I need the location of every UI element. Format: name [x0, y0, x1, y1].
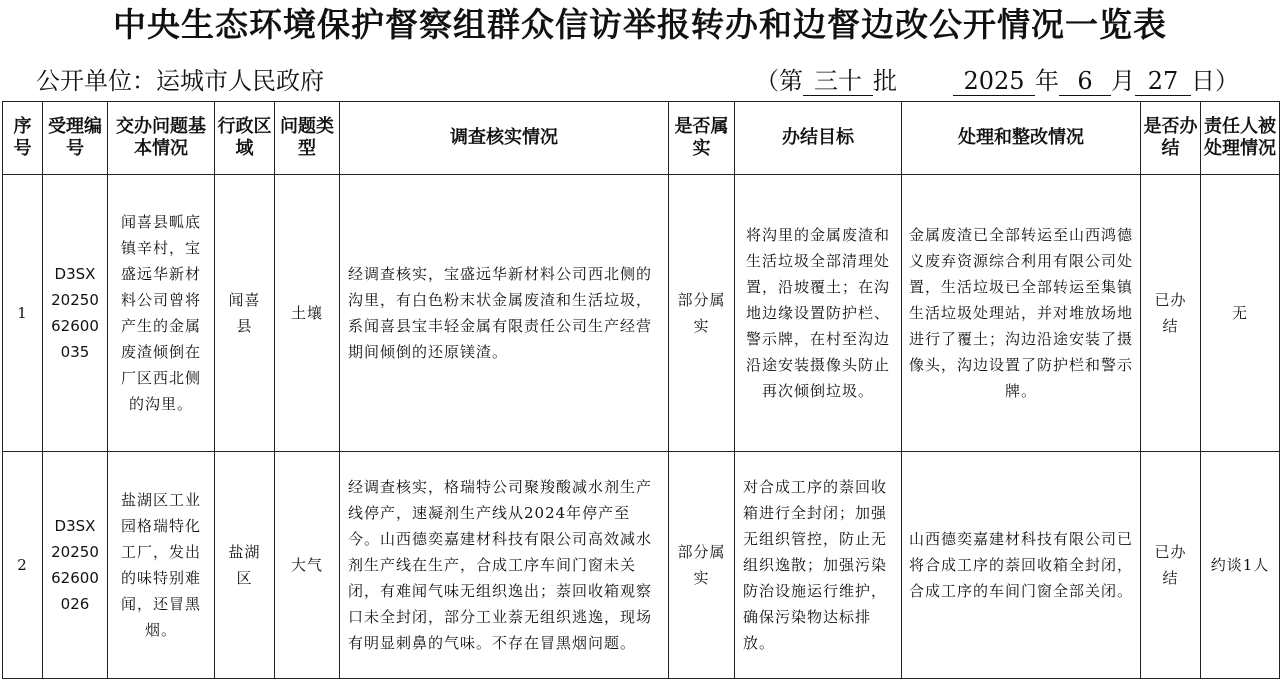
- cell-type: 大气: [275, 452, 340, 679]
- batch-open: （第: [755, 67, 803, 95]
- cell-issue: 盐湖区工业园格瑞特化工厂，发出的味特别难闻，还冒黑烟。: [108, 452, 215, 679]
- cell-responsible: 约谈1人: [1201, 452, 1280, 679]
- cell-verified: 部分属实: [669, 175, 735, 452]
- cell-completed: 已办结: [1141, 452, 1201, 679]
- cell-completed: 已办结: [1141, 175, 1201, 452]
- month-label: 月: [1111, 67, 1135, 95]
- header-completed: 是否办结: [1141, 102, 1201, 175]
- batch-suffix: 批: [873, 67, 897, 95]
- header-verified: 是否属实: [669, 102, 735, 175]
- cell-handling: 山西德奕嘉建材科技有限公司已将合成工序的萘回收箱全封闭，合成工序的车间门窗全部关闭。: [902, 452, 1141, 679]
- cell-type: 土壤: [275, 175, 340, 452]
- batch-date-line: [755, 64, 1239, 98]
- cell-seq: 1: [3, 175, 43, 452]
- day-value: 27: [1135, 67, 1191, 96]
- header-code: 受理编号: [43, 102, 108, 175]
- header-seq: 序号: [3, 102, 43, 175]
- cell-goal: 将沟里的金属废渣和生活垃圾全部清理处置，沿坡覆土；在沟地边缘设置防护栏、警示牌，在村至沟边沿途安装摄像头防止再次倾倒垃圾。: [735, 175, 902, 452]
- table-row: [3, 175, 1280, 452]
- year-label: 年: [1035, 67, 1059, 95]
- cell-verified: 部分属实: [669, 452, 735, 679]
- publishing-unit: 公开单位：运城市人民政府: [36, 67, 324, 95]
- header-region: 行政区域: [215, 102, 275, 175]
- cell-goal: 对合成工序的萘回收箱进行全封闭；加强无组织管控，防止无组织逸散；加强污染防治设施运行维护，确保污染物达标排放。: [735, 452, 902, 679]
- header-type: 问题类型: [275, 102, 340, 175]
- cell-code: D3SX2025062600026: [43, 452, 108, 679]
- cell-responsible: 无: [1201, 175, 1280, 452]
- day-label: 日）: [1191, 67, 1239, 95]
- page-title: 中央生态环境保护督察组群众信访举报转办和边督边改公开情况一览表: [113, 5, 1167, 44]
- cell-investigation: 经调查核实，宝盛远华新材料公司西北侧的沟里，有白色粉末状金属废渣和生活垃圾，系闻喜县宝丰轻金属有限责任公司生产经营期间倾倒的还原镁渣。: [340, 175, 669, 452]
- cell-region: 闻喜县: [215, 175, 275, 452]
- header-investigation: 调查核实情况: [340, 102, 669, 175]
- batch-number: 三十: [803, 67, 873, 96]
- complaints-table: [2, 101, 1280, 679]
- header-goal: 办结目标: [735, 102, 902, 175]
- cell-region: 盐湖区: [215, 452, 275, 679]
- cell-handling: 金属废渣已全部转运至山西鸿德义废弃资源综合利用有限公司处置，生活垃圾已全部转运至集镇生活垃圾处理站，并对堆放场地进行了覆土；沟边沿途安装了摄像头，沟边设置了防护栏和警示牌。: [902, 175, 1141, 452]
- year-value: 2025: [953, 67, 1035, 96]
- header-handling: 处理和整改情况: [902, 102, 1141, 175]
- cell-issue: 闻喜县畖底镇辛村，宝盛远华新材料公司曾将产生的金属废渣倾倒在厂区西北侧的沟里。: [108, 175, 215, 452]
- table-header-row: [3, 102, 1280, 175]
- table-row: [3, 452, 1280, 679]
- month-value: 6: [1059, 67, 1111, 96]
- cell-seq: 2: [3, 452, 43, 679]
- cell-investigation: 经调查核实，格瑞特公司聚羧酸减水剂生产线停产，速凝剂生产线从2024年停产至今。山西德奕嘉建材科技有限公司高效减水剂生产线在生产，合成工序车间门窗未关闭，有难闻气味无组织逸出；萘回收箱观察口未全封闭，部分工业萘无组织逃逸，现场有明显刺鼻的气味。不存在冒黑烟问题。: [340, 452, 669, 679]
- header-issue: 交办问题基本情况: [108, 102, 215, 175]
- cell-code: D3SX2025062600035: [43, 175, 108, 452]
- header-responsible: 责任人被处理情况: [1201, 102, 1280, 175]
